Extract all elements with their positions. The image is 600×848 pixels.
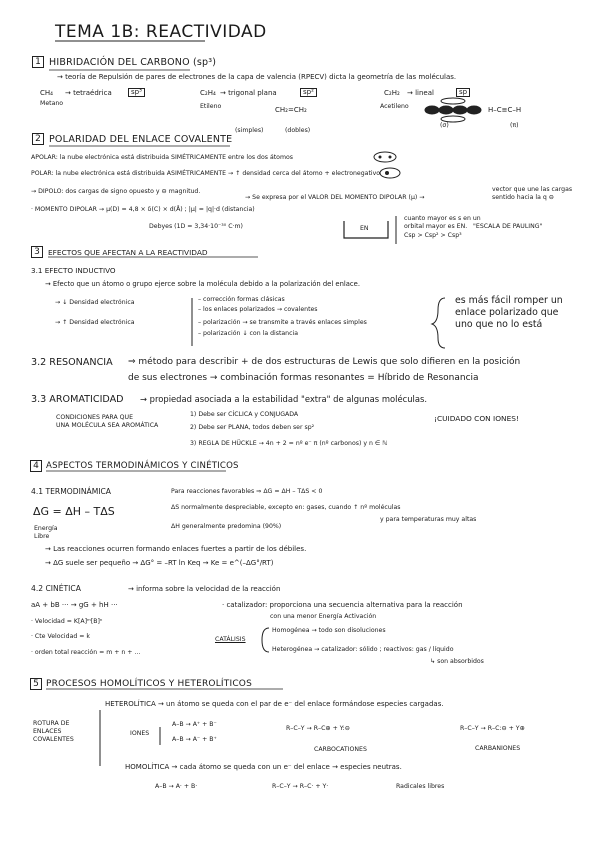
resonance-label: 3.2 RESONANCIA: [31, 357, 113, 368]
catalyst-definition: · catalizador: proporciona una secuencia alternativa para la reacción: [222, 601, 463, 609]
ethyne-structure: H–C≡C–H: [488, 106, 522, 114]
favourable-condition: Para reacciones favorables ⇒ ΔG = ΔH – TΔS < 0: [171, 488, 323, 495]
inductive-definition: → Efecto que un átomo o grupo ejerce sobre la molécula debido a la polarización del enlace.: [45, 280, 361, 288]
heterogeneous-catalysis: Heterogénea → catalizador: sólido ; reactivos: gas / líquido: [272, 646, 454, 653]
delta-g-note: → ΔG suele ser pequeño → ΔG° = –RT ln Keq → Ke = e^(–ΔG°/RT): [45, 559, 274, 567]
resonance-text-2: de sus electrones → combinación formas resonantes = Híbrido de Resonancia: [128, 373, 479, 383]
kinetics-heading: 4.2 CINÉTICA: [31, 584, 81, 593]
section-heading-5: PROCESOS HOMOLÍTICOS Y HETEROLÍTICOS: [46, 679, 253, 689]
radical-equation-2: R–C–Y → R–C· + Y·: [272, 783, 329, 790]
ethyne-hybrid: sp: [456, 88, 470, 97]
methane-formula: CH₄: [40, 89, 53, 97]
entropy-note-2: y para temperaturas muy altas: [380, 516, 477, 523]
inductive-increase: → ↑ Densidad electrónica: [55, 319, 135, 326]
inductive-bullet-3: – polarización → se transmite a través enlaces simples: [198, 319, 367, 326]
ethene-structure: CH₂=CH₂: [275, 106, 307, 114]
inductive-bullet-2: – los enlaces polarizados → covalentes: [198, 306, 318, 313]
polar-bubble: [380, 168, 400, 178]
methane-geometry: → tetraédrica: [65, 89, 112, 97]
rate-constant: · Cte Velocidad = k: [31, 633, 90, 640]
section-heading-2: POLARIDAD DEL ENLACE COVALENTE: [49, 134, 233, 145]
homogeneous-catalysis: Homogénea → todo son disoluciones: [272, 627, 386, 634]
catalyst-definition-2: con una menor Energía Activación: [270, 613, 377, 620]
en-box-label: EN: [360, 225, 369, 232]
gibbs-formula: ΔG = ΔH – TΔS: [33, 505, 115, 518]
section-number-2: 2: [32, 133, 44, 145]
resonance-text-1: ⇒ método para describir + de dos estructuras de Lewis que solo difieren en la posición: [128, 357, 521, 367]
total-order: · orden total reacción = m + n + ...: [31, 649, 141, 656]
apolar-definition: APOLAR: la nube electrónica está distribuida SIMÉTRICAMENTE entre los dos átomos: [31, 154, 293, 161]
aromaticity-conditions-label: CONDICIONES PARA QUE UNA MOLÉCULA SEA AROMÁTICA: [56, 414, 159, 430]
inductive-bullet-4: – polarización ↓ con la distancia: [198, 330, 299, 337]
en-note: cuanto mayor es s en un orbital mayor es EN. "ESCALA DE PAULING" Csp > Csp² > Csp³: [404, 215, 543, 239]
section-number-5: 5: [30, 678, 42, 690]
ethyne-pi: (π): [510, 122, 519, 129]
radical-equation-1: A–B → A· + B·: [155, 783, 198, 790]
ethyne-name: Acetileno: [380, 103, 409, 110]
aromaticity-label: 3.3 AROMATICIDAD: [31, 394, 124, 405]
ions-label: IONES: [130, 730, 150, 737]
ion-equation-2: A–B → A⁻ + B⁺: [172, 736, 217, 743]
rate-law: · Velocidad = K[A]ᵐ[B]ⁿ: [31, 618, 103, 625]
inductive-heading: 3.1 EFECTO INDUCTIVO: [31, 266, 116, 275]
dipole-moment-formula: · MOMENTO DIPOLAR → μ(D) = 4,8 × δ(C) × d(Å) ; |μ| = |q|·d (distancia): [31, 206, 255, 213]
ethene-name: Etileno: [200, 103, 222, 110]
brace-inductive: [432, 298, 445, 348]
ethyne-geometry: → lineal: [407, 89, 434, 97]
section-number-3: 3: [31, 246, 43, 258]
ethene-double: (dobles): [285, 127, 311, 134]
inductive-bullet-1: – corrección formas clásicas: [198, 296, 285, 303]
kinetics-equation: aA + bB ··· → gG + hH ···: [31, 601, 118, 609]
inductive-decrease: → ↓ Densidad electrónica: [55, 299, 135, 306]
carbanions-label: CARBANIONES: [475, 745, 521, 752]
free-radicals-label: Radicales libres: [396, 783, 445, 790]
debyes-definition: Debyes (1D = 3,34·10⁻³⁰ C·m): [149, 223, 243, 230]
inductive-right-note: es más fácil romper un enlace polarizado que uno que no lo está: [455, 295, 563, 331]
apolar-bubble: [374, 152, 396, 162]
sigma-pi-orbital-drawing: [425, 98, 481, 122]
polar-definition: POLAR: la nube electrónica está distribuida ASIMÉTRICAMENTE → ↑ densidad cerca del átomo + electronegativo: [31, 170, 381, 177]
homolytic-definition: HOMOLÍTICA → cada átomo se queda con un e⁻ del enlace → especies neutras.: [125, 763, 402, 771]
ethene-simple: (simples): [235, 127, 264, 134]
bond-breaking-label: ROTURA DE ENLACES COVALENTES: [33, 720, 74, 744]
carbocation-equation: R–C–Y → R–C⊕ + Y:⊖: [286, 725, 350, 732]
aromaticity-condition-1: 1) Debe ser CÍCLICA y CONJUGADA: [190, 411, 299, 418]
entropy-note: ΔS normalmente despreciable, excepto en: gases, cuando ↑ nº moléculas: [171, 504, 401, 511]
vector-note: vector que une las cargas sentido hacia la q ⊖: [492, 186, 573, 202]
page-title: TEMA 1B: REACTIVIDAD: [55, 22, 267, 42]
ion-equation-1: A–B → A⁺ + B⁻: [172, 721, 217, 728]
thermo-heading: 4.1 TERMODINÁMICA: [31, 487, 111, 496]
rpecv-intro: → teoría de Repulsión de pares de electrones de la capa de valencia (RPECV) dicta la geometría de las moléculas.: [57, 73, 457, 81]
bonds-note: → Las reacciones ocurren formando enlaces fuertes a partir de los débiles.: [45, 545, 307, 553]
carbocations-label: CARBOCATIONES: [314, 746, 367, 753]
ethene-formula: C₂H₄: [200, 89, 216, 97]
methane-name: Metano: [40, 100, 64, 107]
aromaticity-text: → propiedad asociada a la estabilidad "extra" de algunas moléculas.: [140, 394, 427, 404]
catalysis-label: CATÁLISIS: [215, 636, 246, 643]
absorbed-note: ↳ son absorbidos: [430, 658, 484, 665]
section-heading-1: HIBRIDACIÓN DEL CARBONO (sp³): [49, 57, 217, 68]
section-number-1: 1: [32, 56, 44, 68]
aromaticity-condition-2: 2) Debe ser PLANA, todos deben ser sp²: [190, 424, 315, 431]
gibbs-energy-label: Energía Libre: [34, 525, 58, 541]
ethyne-formula: C₂H₂: [384, 89, 400, 97]
ethene-geometry: → trigonal plana: [220, 89, 277, 97]
section-number-4: 4: [30, 460, 42, 472]
ethyne-sigma: (σ): [440, 122, 449, 129]
aromaticity-condition-3: 3) REGLA DE HÜCKLE → 4n + 2 = nº e⁻ π (nº carbonos) y n ∈ ℕ: [190, 440, 388, 447]
dipolo-note: → Se expresa por el VALOR DEL MOMENTO DIPOLAR (μ) →: [245, 194, 425, 201]
aromaticity-ions-warning: ¡CUIDADO CON IONES!: [434, 414, 519, 423]
brace-catalisis: [262, 628, 269, 652]
carbanion-equation: R–C–Y → R–C:⊖ + Y⊕: [460, 725, 525, 732]
enthalpy-note: ΔH generalmente predomina (90%): [171, 523, 282, 530]
methane-hybrid: sp³: [128, 88, 145, 97]
heterolytic-definition: HETEROLÍTICA → un átomo se queda con el par de e⁻ del enlace formándose especies cargadas.: [105, 700, 444, 708]
ethene-hybrid: sp²: [300, 88, 317, 97]
section-heading-3: EFECTOS QUE AFECTAN A LA REACTIVIDAD: [48, 248, 208, 257]
dipolo-definition: → DIPOLO: dos cargas de signo opuesto y ⊖ magnitud.: [31, 188, 201, 195]
kinetics-info: → informa sobre la velocidad de la reacción: [128, 585, 281, 593]
section-heading-4: ASPECTOS TERMODINÁMICOS Y CINÉTICOS: [46, 461, 239, 471]
